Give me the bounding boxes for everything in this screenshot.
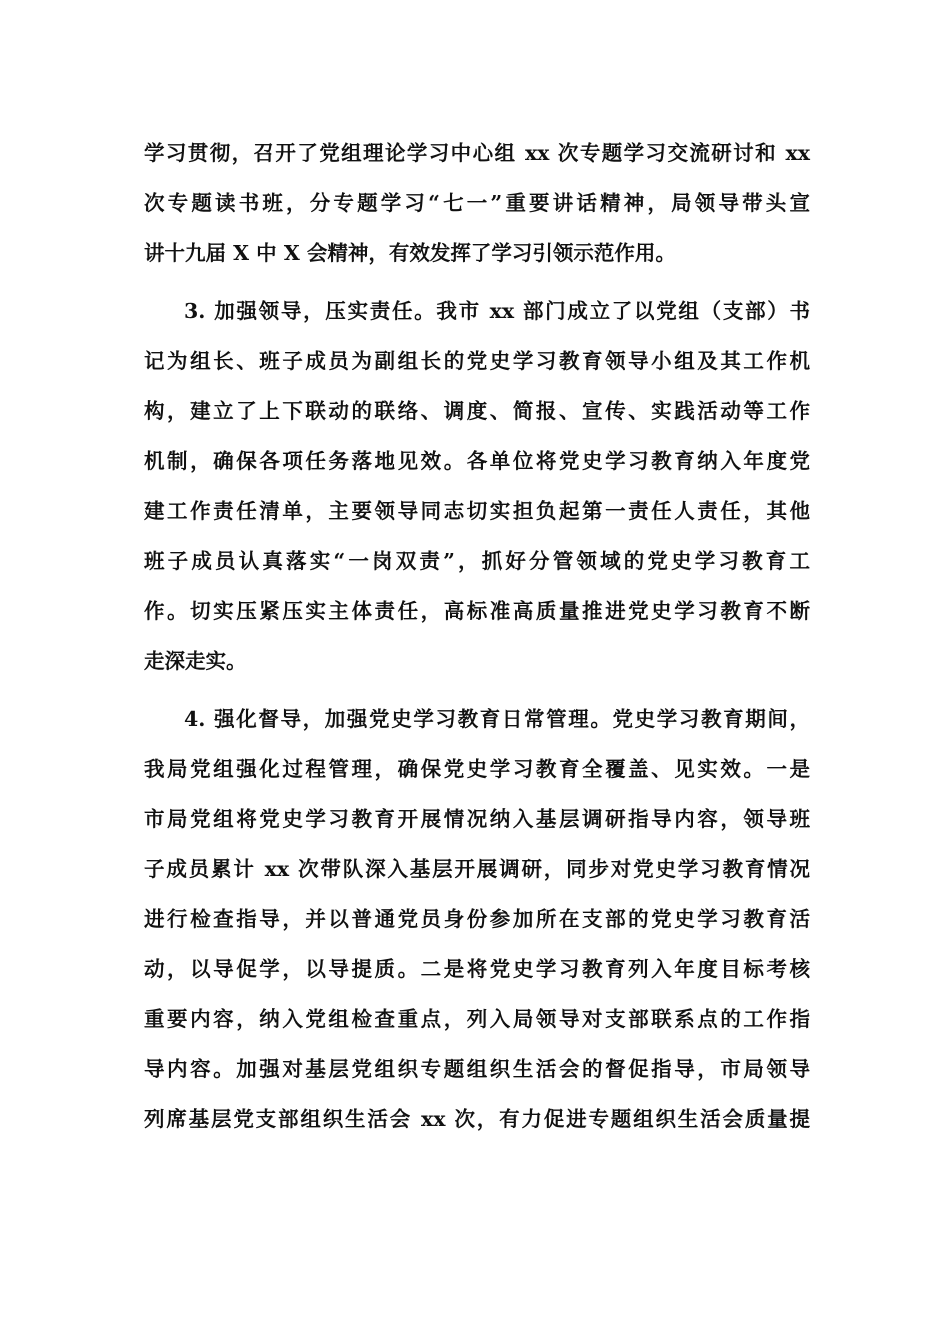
text-line: 进行检查指导，并以普通党员身份参加所在支部的党史学习教育活 <box>144 907 810 931</box>
text-line: 讲十九届 X 中 X 会精神，有效发挥了学习引领示范作用。 <box>144 241 676 265</box>
text-line: 记为组长、班子成员为副组长的党史学习教育领导小组及其工作机 <box>144 349 810 373</box>
text-line: 作。切实压紧压实主体责任，高标准高质量推进党史学习教育不断 <box>144 599 810 623</box>
text-line: 学习贯彻，召开了党组理论学习中心组 xx 次专题学习交流研讨和 xx <box>144 141 810 165</box>
document-body <box>144 128 810 1144</box>
text-line: 重要内容，纳入党组检查重点，列入局领导对支部联系点的工作指 <box>144 1007 810 1031</box>
text-line: 4. 强化督导，加强党史学习教育日常管理。党史学习教育期间， <box>184 707 810 731</box>
text-line: 次专题读书班，分专题学习“七一”重要讲话精神，局领导带头宣 <box>144 191 810 215</box>
text-line: 市局党组将党史学习教育开展情况纳入基层调研指导内容，领导班 <box>144 807 810 831</box>
paragraph-3 <box>144 694 810 1144</box>
text-line: 机制，确保各项任务落地见效。各单位将党史学习教育纳入年度党 <box>144 449 810 473</box>
text-line: 导内容。加强对基层党组织专题组织生活会的督促指导，市局领导 <box>144 1057 810 1081</box>
text-line: 走深走实。 <box>144 649 247 673</box>
text-line: 班子成员认真落实“一岗双责”，抓好分管领域的党史学习教育工 <box>144 549 810 573</box>
text-line: 我局党组强化过程管理，确保党史学习教育全覆盖、见实效。一是 <box>144 757 810 781</box>
text-line: 建工作责任清单，主要领导同志切实担负起第一责任人责任，其他 <box>144 499 810 523</box>
text-line: 3. 加强领导，压实责任。我市 xx 部门成立了以党组（支部）书 <box>184 299 810 323</box>
paragraph-2 <box>144 286 810 686</box>
text-line: 动，以导促学，以导提质。二是将党史学习教育列入年度目标考核 <box>144 957 810 981</box>
paragraph-1 <box>144 128 810 278</box>
text-line: 构，建立了上下联动的联络、调度、简报、宣传、实践活动等工作 <box>144 399 810 423</box>
text-line: 列席基层党支部组织生活会 xx 次，有力促进专题组织生活会质量提 <box>144 1107 810 1131</box>
text-line: 子成员累计 xx 次带队深入基层开展调研，同步对党史学习教育情况 <box>144 857 810 881</box>
